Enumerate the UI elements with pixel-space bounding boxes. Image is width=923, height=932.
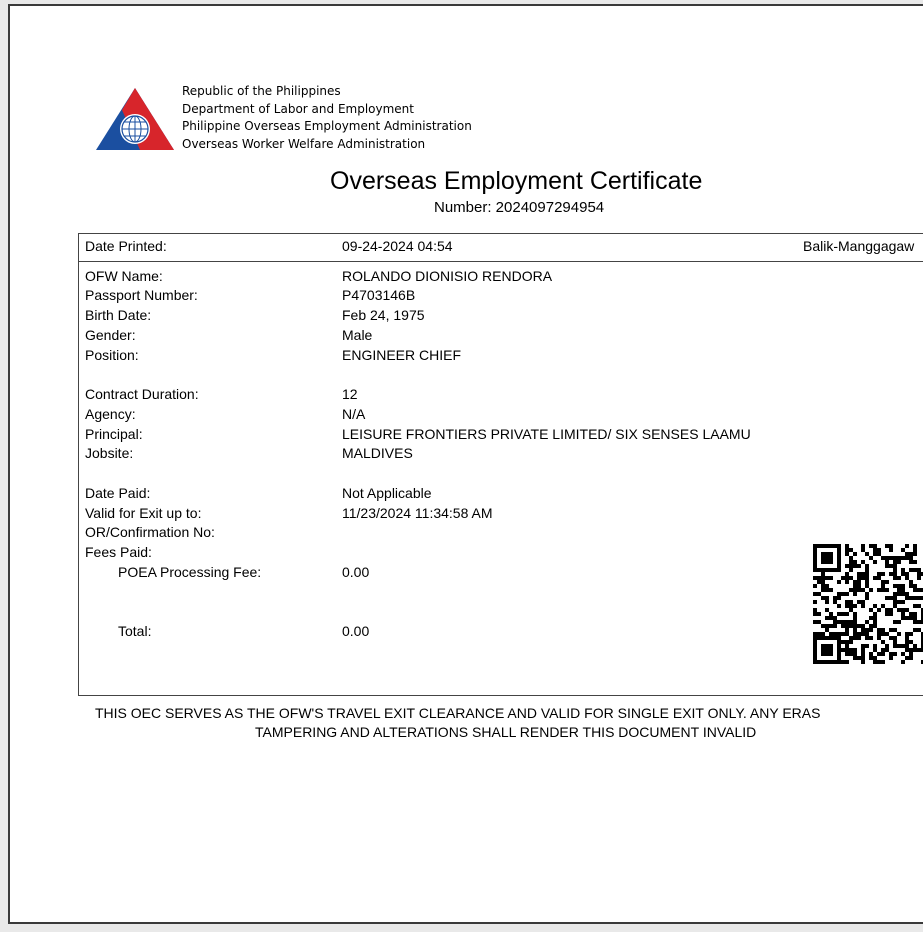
details-box [78, 233, 923, 696]
agency-line: Republic of the Philippines [182, 84, 341, 98]
valid-exit-label: Valid for Exit up to: [85, 505, 202, 521]
header-divider [78, 261, 923, 262]
gender-value: Male [342, 327, 373, 343]
certificate-number: Number: 2024097294954 [434, 199, 605, 216]
agency-line: Overseas Worker Welfare Administration [182, 136, 426, 151]
birth-date-label: Birth Date: [85, 307, 152, 323]
or-confirmation-label: OR/Confirmation No: [85, 524, 215, 540]
jobsite-value: MALDIVES [342, 445, 413, 461]
passport-value: P4703146B [342, 287, 416, 303]
agency-label: Agency: [85, 406, 136, 422]
date-paid-value: Not Applicable [342, 485, 432, 501]
poea-fee-label: POEA Processing Fee: [118, 564, 262, 580]
valid-exit-value: 11/23/2024 11:34:58 AM [342, 505, 493, 521]
ofw-name-value: ROLANDO DIONISIO RENDORA [342, 268, 553, 284]
date-printed-label: Date Printed: [85, 238, 167, 254]
jobsite-label: Jobsite: [85, 445, 134, 461]
contract-duration-value: 12 [342, 386, 358, 402]
notice-line: THIS OEC SERVES AS THE OFW'S TRAVEL EXIT CLEARANCE AND VALID FOR SINGLE EXIT ONLY. ANY ERAS [95, 705, 821, 721]
position-label: Position: [85, 347, 139, 363]
qr-code [813, 543, 923, 665]
agency-line: Department of Labor and Employment [182, 101, 414, 116]
poea-logo [92, 84, 178, 154]
validity-notice [95, 704, 923, 742]
poea-fee-value: 0.00 [342, 564, 370, 580]
document-title: Overseas Employment Certificate [330, 167, 703, 195]
principal-value: LEISURE FRONTIERS PRIVATE LIMITED/ SIX SENSES LAAMU [342, 426, 751, 442]
total-label: Total: [118, 623, 152, 639]
certificate-page [8, 4, 923, 924]
gender-label: Gender: [85, 327, 136, 343]
passport-label: Passport Number: [85, 287, 198, 303]
worker-status: Balik-Manggagaw [803, 238, 915, 254]
fees-paid-label: Fees Paid: [85, 544, 152, 560]
date-printed-value: 09-24-2024 04:54 [342, 238, 453, 254]
ofw-name-label: OFW Name: [85, 268, 163, 284]
contract-duration-label: Contract Duration: [85, 386, 199, 402]
date-paid-label: Date Paid: [85, 485, 151, 501]
principal-label: Principal: [85, 426, 143, 442]
total-value: 0.00 [342, 623, 370, 639]
birth-date-value: Feb 24, 1975 [342, 307, 425, 323]
notice-line: TAMPERING AND ALTERATIONS SHALL RENDER THIS DOCUMENT INVALID [255, 724, 757, 740]
agency-value: N/A [342, 406, 366, 422]
agency-line: Philippine Overseas Employment Administration [182, 119, 472, 133]
agency-header [182, 83, 472, 153]
position-value: ENGINEER CHIEF [342, 347, 462, 363]
